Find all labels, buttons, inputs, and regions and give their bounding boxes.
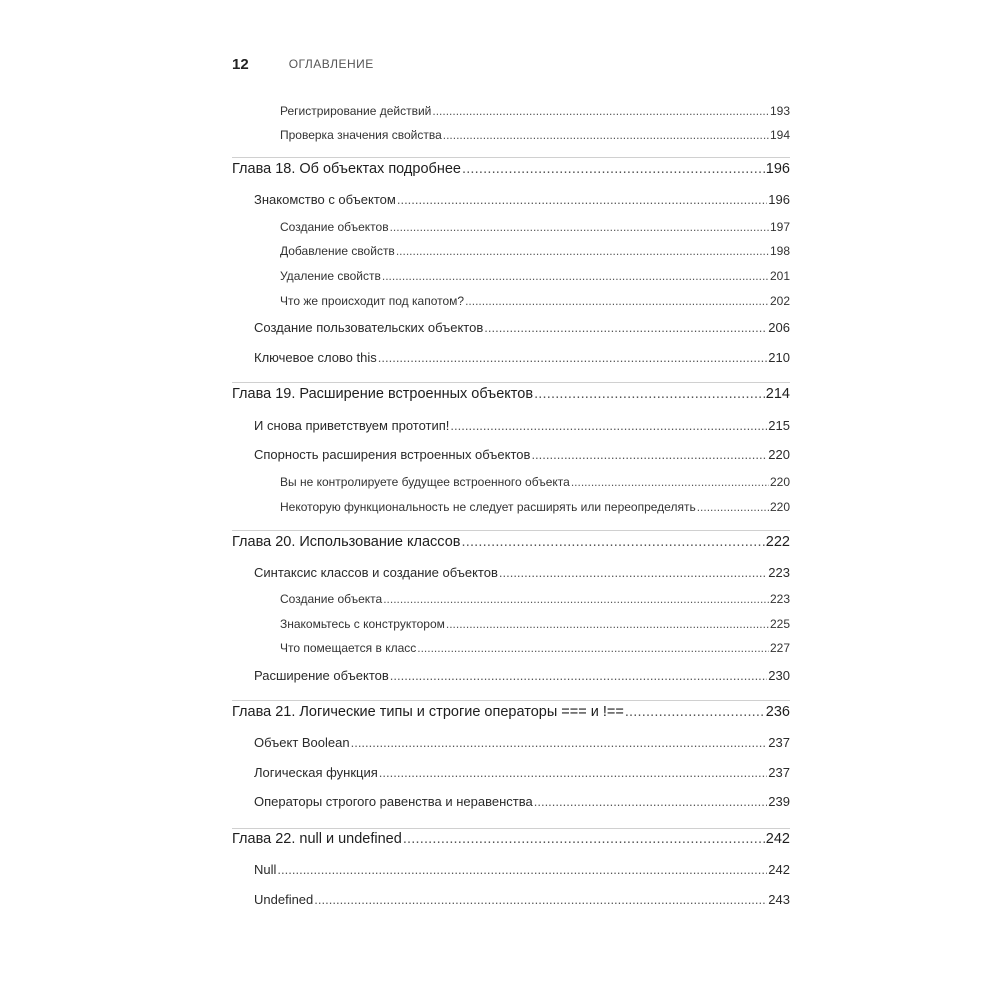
toc-subsection (280, 592, 790, 609)
dot-leader (531, 447, 767, 462)
dot-leader (396, 244, 769, 258)
dot-leader (484, 320, 767, 335)
toc-page-number: 243 (768, 892, 790, 907)
toc-page-number: 222 (765, 534, 790, 550)
dot-leader (390, 220, 769, 234)
dot-leader (314, 892, 767, 907)
toc-title: Знакомство с объектом (254, 192, 396, 207)
toc-page-number: 198 (769, 243, 790, 258)
dot-leader (461, 534, 764, 550)
chapter-divider (232, 700, 790, 701)
chapter-divider (232, 530, 790, 531)
toc-chapter (232, 386, 790, 406)
toc-section (254, 320, 790, 338)
toc-chapter (232, 161, 790, 181)
toc-chapter (232, 704, 790, 724)
toc-page-number: 225 (769, 616, 790, 631)
toc-page-number: 210 (768, 350, 790, 365)
toc-subsection (280, 617, 790, 634)
chapter-divider (232, 382, 790, 383)
toc-section (254, 447, 790, 465)
toc-subsection (280, 641, 790, 658)
toc-page-number: 196 (768, 192, 790, 207)
dot-leader (625, 704, 765, 720)
toc-title: Операторы строгого равенства и неравенства (254, 794, 533, 809)
dot-leader (397, 192, 767, 207)
toc-title: Глава 20. Использование классов (232, 534, 461, 550)
dot-leader (534, 794, 768, 809)
dot-leader (382, 269, 769, 283)
toc-title: Синтаксис классов и создание объектов (254, 565, 498, 580)
toc-title: Удаление свойств (280, 268, 381, 283)
toc-subsection (280, 104, 790, 121)
toc-subsection (280, 220, 790, 237)
toc-subsection (280, 128, 790, 145)
toc-title: Объект Boolean (254, 735, 350, 750)
toc-page-number: 242 (765, 831, 790, 847)
page-header (232, 54, 374, 74)
toc-section (254, 565, 790, 583)
toc-title: Спорность расширения встроенных объектов (254, 447, 531, 462)
toc-title: Что помещается в класс (280, 640, 417, 655)
toc-page-number: 239 (768, 794, 790, 809)
dot-leader (443, 128, 769, 142)
toc-title: Создание объектов (280, 219, 389, 234)
dot-leader (499, 565, 767, 580)
toc-subsection (280, 475, 790, 492)
dot-leader (378, 350, 768, 365)
dot-leader (450, 418, 767, 433)
toc-page-number: 194 (769, 127, 790, 142)
dot-leader (383, 592, 769, 606)
toc-title: Глава 19. Расширение встроенных объектов (232, 386, 534, 402)
chapter-divider (232, 828, 790, 829)
toc-page-number: 223 (768, 565, 790, 580)
dot-leader (465, 294, 769, 308)
toc-section (254, 192, 790, 210)
toc-page-number: 206 (768, 320, 790, 335)
dot-leader (417, 641, 769, 655)
toc-section (254, 765, 790, 783)
toc-title: Глава 21. Логические типы и строгие операторы === и !== (232, 704, 624, 720)
toc-section (254, 794, 790, 812)
toc-title: Undefined (254, 892, 314, 907)
toc-page-number: 220 (769, 499, 790, 514)
toc-title: Вы не контролируете будущее встроенного объекта (280, 474, 570, 489)
toc-title: Добавление свойств (280, 243, 395, 258)
toc-title: Некоторую функциональность не следует расширять или переопределять (280, 499, 696, 514)
toc-page-number: 220 (768, 447, 790, 462)
toc-title: Глава 22. null и undefined (232, 831, 402, 847)
toc-page-number: 242 (768, 862, 790, 877)
dot-leader (534, 386, 765, 402)
toc-title: И снова приветствуем прототип! (254, 418, 450, 433)
toc-title: Создание объекта (280, 591, 383, 606)
toc-title: Null (254, 862, 277, 877)
toc-page-number: 223 (769, 591, 790, 606)
toc-page-number: 237 (768, 735, 790, 750)
dot-leader (697, 500, 769, 514)
toc-chapter (232, 534, 790, 554)
toc-page-number: 197 (769, 219, 790, 234)
toc-page-number: 215 (768, 418, 790, 433)
toc-page-number: 201 (769, 268, 790, 283)
dot-leader (351, 735, 768, 750)
toc-section (254, 892, 790, 910)
dot-leader (446, 617, 769, 631)
toc-page-number: 202 (769, 293, 790, 308)
toc-page-number: 196 (765, 161, 790, 177)
toc-title: Что же происходит под капотом? (280, 293, 465, 308)
toc-subsection (280, 500, 790, 517)
toc-section (254, 735, 790, 753)
toc-page-number: 227 (769, 640, 790, 655)
dot-leader (432, 104, 769, 118)
toc-page-number: 236 (765, 704, 790, 720)
running-head: ОГЛАВЛЕНИЕ (288, 57, 374, 71)
dot-leader (277, 862, 767, 877)
toc-section (254, 862, 790, 880)
toc-page-number: 237 (768, 765, 790, 780)
toc-chapter (232, 831, 790, 851)
toc-page-number: 230 (768, 668, 790, 683)
dot-leader (462, 161, 765, 177)
toc-section (254, 418, 790, 436)
dot-leader (390, 668, 768, 683)
toc-page-number: 214 (765, 386, 790, 402)
toc-page-number: 220 (769, 474, 790, 489)
toc-subsection (280, 294, 790, 311)
toc-section (254, 668, 790, 686)
toc-title: Проверка значения свойства (280, 127, 442, 142)
toc-title: Регистрирование действий (280, 103, 432, 118)
toc-title: Расширение объектов (254, 668, 389, 683)
toc-subsection (280, 244, 790, 261)
toc-page-number: 193 (769, 103, 790, 118)
toc-section (254, 350, 790, 368)
toc-title: Знакомьтесь с конструктором (280, 616, 445, 631)
dot-leader (571, 475, 769, 489)
dot-leader (403, 831, 765, 847)
dot-leader (379, 765, 768, 780)
toc-title: Ключевое слово this (254, 350, 377, 365)
chapter-divider (232, 157, 790, 158)
toc-subsection (280, 269, 790, 286)
toc-title: Логическая функция (254, 765, 378, 780)
toc-title: Создание пользовательских объектов (254, 320, 484, 335)
page-number: 12 (232, 55, 249, 73)
toc-title: Глава 18. Об объектах подробнее (232, 161, 461, 177)
